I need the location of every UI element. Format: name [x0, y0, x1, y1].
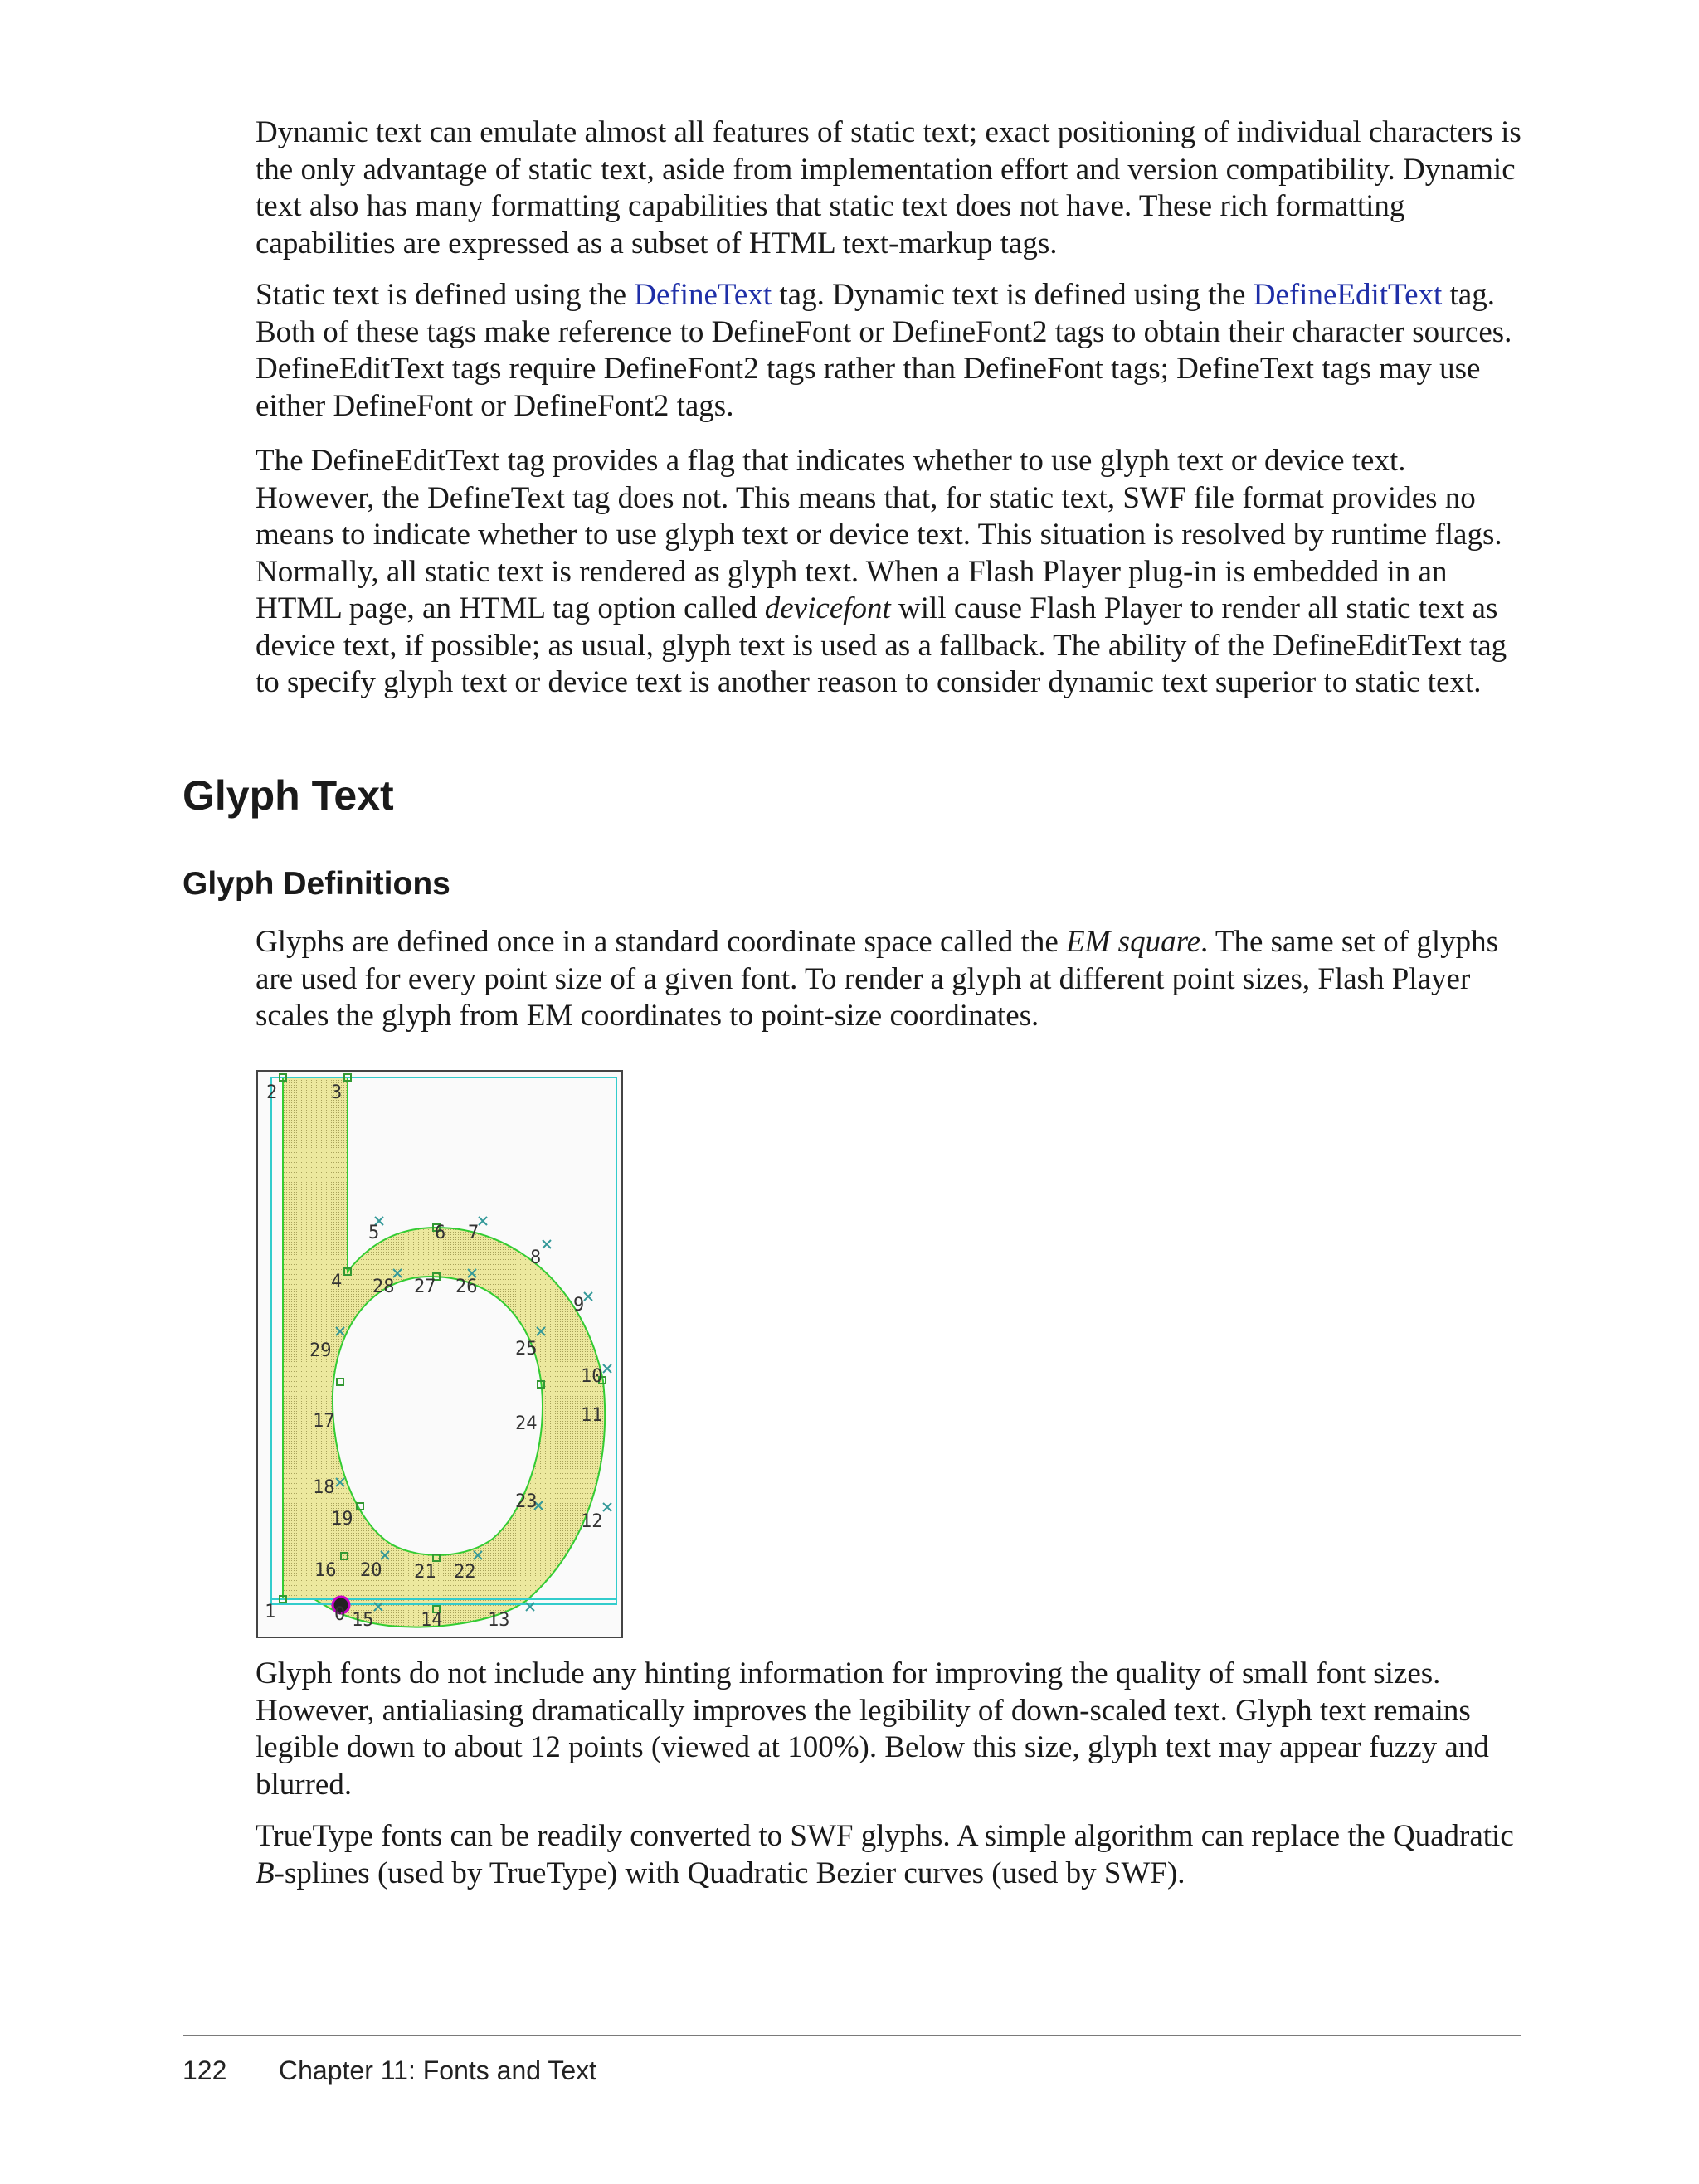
paragraph-dynamic-text: [256, 114, 1525, 262]
emphasis-devicefont: devicefont: [764, 591, 891, 625]
section-heading: Glyph Text: [183, 772, 394, 819]
point-label: 18: [313, 1477, 335, 1498]
page-number: 122: [183, 2055, 227, 2085]
point-label: 16: [314, 1560, 337, 1581]
link-defineedittext[interactable]: DefineEditText: [1253, 278, 1443, 312]
point-label: 13: [488, 1610, 510, 1631]
link-definetext[interactable]: DefineText: [634, 278, 772, 312]
paragraph-hinting: [256, 1656, 1525, 1803]
paragraph-text: tag. Dynamic text is defined using the: [772, 278, 1254, 312]
point-label: 20: [360, 1560, 382, 1581]
point-label: 6: [435, 1223, 446, 1243]
point-label: 22: [454, 1562, 476, 1583]
point-label: 9: [573, 1295, 585, 1316]
paragraph-text: tag. Both of these tags make reference to DefineFont or DefineFont2 tags to obtain their character sources. DefineEditText tags require DefineFont2 tags rather than DefineFont tags; DefineText tags may use either DefineFont or DefineFont2 tags.: [256, 278, 1512, 423]
point-label: 10: [581, 1366, 603, 1387]
point-label: 1: [265, 1602, 276, 1622]
point-label: 23: [515, 1491, 538, 1512]
paragraph-text: TrueType fonts can be readily converted to SWF glyphs. A simple algorithm can replace the Quadratic: [256, 1819, 1514, 1853]
footer-rule: [183, 2035, 1521, 2036]
point-label: 7: [468, 1223, 480, 1243]
paragraph-text: Glyphs are defined once in a standard coordinate space called the: [256, 925, 1066, 959]
point-label: 28: [372, 1277, 395, 1297]
point-label: 19: [331, 1509, 353, 1530]
point-label: 25: [515, 1339, 538, 1360]
paragraph-static-vs-dynamic: [256, 277, 1525, 425]
glyph-figure: [256, 1070, 623, 1638]
point-label: 29: [309, 1340, 332, 1361]
paragraph-text: The DefineEditText tag provides a flag that indicates whether to use glyph text or device text. However, the DefineText tag does not. This means that, for static text, SWF file format provides no means to indicate whether to use glyph text or device text. This situation is resolved by runtime flags. Normally, all static text is rendered as glyph text. When a Flash Player plug-in is embedded in an HTML page, an HTML tag option called: [256, 444, 1502, 625]
point-label: 14: [421, 1610, 443, 1631]
point-label: 4: [331, 1272, 343, 1292]
point-label: 27: [414, 1277, 436, 1297]
point-label: 17: [313, 1411, 335, 1432]
paragraph-device-text-flag: [256, 443, 1525, 702]
paragraph-text: Static text is defined using the: [256, 278, 635, 312]
subsection-heading: Glyph Definitions: [183, 866, 450, 902]
paragraph-em-square: [256, 924, 1525, 1035]
paragraph-text: -splines (used by TrueType) with Quadratic Bezier curves (used by SWF).: [274, 1856, 1185, 1890]
point-label: 0: [334, 1604, 346, 1625]
point-label: 21: [414, 1562, 436, 1583]
emphasis-em-square: EM square: [1066, 925, 1201, 959]
point-label: 24: [515, 1413, 538, 1434]
point-label: 2: [266, 1082, 278, 1103]
point-label: 12: [581, 1511, 603, 1532]
chapter-title: Chapter 11: Fonts and Text: [279, 2055, 597, 2085]
paragraph-text: will cause Flash Player to render all static text as device text, if possible; as usual, glyph text is used as a fallback. The ability of the DefineEditText tag to specify glyph text or device text is another reason to consider dynamic text superior to static text.: [256, 591, 1507, 699]
point-label: 8: [530, 1248, 542, 1268]
point-label: 15: [352, 1610, 374, 1631]
emphasis-b: B: [256, 1856, 275, 1890]
point-label: 3: [331, 1082, 343, 1103]
paragraph-text: Glyph fonts do not include any hinting information for improving the quality of small font sizes. However, antialiasing dramatically improves the legibility of down-scaled text. Glyph text remains legible down to about 12 points (viewed at 100%). Below this size, glyph text may appear fuzzy and blurred.: [256, 1656, 1489, 1802]
point-label: 11: [581, 1405, 603, 1426]
paragraph-truetype: [256, 1818, 1525, 1892]
point-label: 5: [368, 1223, 380, 1243]
point-label: 26: [455, 1277, 478, 1297]
paragraph-text: Dynamic text can emulate almost all features of static text; exact positioning of individual characters is the only advantage of static text, aside from implementation effort and version compatibility. Dynamic text also has many formatting capabilities that static text does not have. These rich formatting capabilities are expressed as a subset of HTML text-markup tags.: [256, 115, 1521, 260]
paragraph-text: . The same set of glyphs are used for every point size of a given font. To render a glyph at different point sizes, Flash Player scales the glyph from EM coordinates to point-size coordinates.: [256, 925, 1499, 1033]
